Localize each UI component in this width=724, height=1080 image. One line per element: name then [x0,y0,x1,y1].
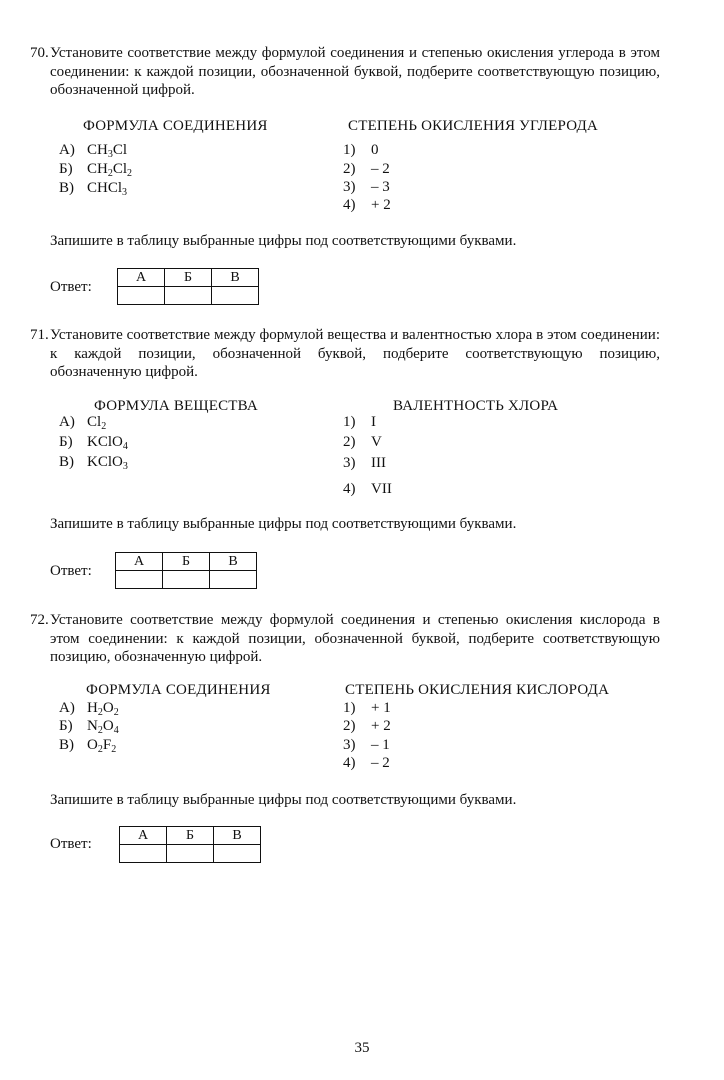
value-option-2: 2) + 2 [343,718,391,734]
formula-option-b: Б) $N_2O_4$ [59,718,119,736]
answer-cell-c[interactable] [212,287,259,305]
answer-cell-a[interactable] [118,287,165,305]
value-option-1: 1) 0 [343,142,379,158]
answer-instruction: Запишите в таблицу выбранные цифры под соответствующими буквами. [50,792,517,808]
task-text: Установите соответствие между формулой соединения и степенью окисления углерода в этом соединении: к каждой позиции, обозначенной буквой, подберите соответствующую позицию, обозначенной цифрой. [50,45,660,98]
value-option-1: 1) + 1 [343,700,391,716]
value-option-3: 3) – 1 [343,737,390,753]
answer-cell-b[interactable] [165,287,212,305]
answer-instruction: Запишите в таблицу выбранные цифры под соответствующими буквами. [50,233,517,249]
answer-cell-a[interactable] [120,845,167,863]
task-prompt: 70.Установите соответствие между формулой соединения и степенью окисления углерода в этом соединении: к каждой позиции, обозначенной буквой, подберите соответствующую позицию, обозначенной цифрой. [30,45,660,98]
formula-option-a: А) $H_2O_2$ [59,700,119,718]
answer-cell-b[interactable] [167,845,214,863]
task-text: Установите соответствие между формулой вещества и валентностью хлора в этом соединении: к каждой позиции, обозначенной буквой, подберите соответствующую позицию, обозначенную цифрой. [50,327,660,380]
value-option-2: 2) V [343,434,382,450]
answer-header-b: Б [163,553,210,571]
task-prompt: 72.Установите соответствие между формулой соединения и степенью окисления кислорода в этом соединении: к каждой позиции, обозначенной буквой, подберите соответствующую позицию, обозначенную цифрой. [30,612,660,665]
answer-header-a: А [116,553,163,571]
answer-table [115,552,257,589]
option-label: А) [59,700,75,716]
answer-cell-a[interactable] [116,571,163,589]
left-column-header: ФОРМУЛА СОЕДИНЕНИЯ [86,682,271,698]
formula-option-b: Б) $CH_2Cl_2$ [59,161,133,179]
task-text: Установите соответствие между формулой соединения и степенью окисления кислорода в этом соединении: к каждой позиции, обозначенной буквой, подберите соответствующую позицию, обозначенную цифрой. [50,612,660,665]
answer-header-c: В [210,553,257,571]
answer-cell-c[interactable] [210,571,257,589]
formula-option-c: В) CHCl$_3$ [59,180,128,198]
answer-cell-b[interactable] [163,571,210,589]
option-label: А) [59,142,75,158]
option-label: Б) [59,161,73,177]
answer-header-a: А [118,269,165,287]
answer-header-a: А [120,827,167,845]
right-column-header: СТЕПЕНЬ ОКИСЛЕНИЯ УГЛЕРОДА [348,118,598,134]
option-label: В) [59,454,74,470]
option-label: А) [59,414,75,430]
answer-cell-c[interactable] [214,845,261,863]
option-label: Б) [59,434,73,450]
value-option-1: 1) I [343,414,376,430]
value-option-4: 4) VII [343,481,392,497]
formula-option-c: В) KClO$_3$ [59,454,128,472]
left-column-header: ФОРМУЛА СОЕДИНЕНИЯ [83,118,268,134]
answer-table [119,826,261,863]
answer-label: Ответ: [50,279,92,295]
option-label: В) [59,737,74,753]
value-option-3: 3) – 3 [343,179,390,195]
value-option-4: 4) – 2 [343,755,390,771]
page-number: 35 [354,1040,370,1056]
answer-label: Ответ: [50,836,92,852]
answer-header-b: Б [165,269,212,287]
answer-table [117,268,259,305]
task-prompt: 71.Установите соответствие между формулой вещества и валентностью хлора в этом соединении: к каждой позиции, обозначенной буквой, подберите соответствующую позицию, обозначенную цифрой. [30,327,660,380]
answer-header-c: В [212,269,259,287]
right-column-header: СТЕПЕНЬ ОКИСЛЕНИЯ КИСЛОРОДА [345,682,610,698]
formula-option-a: А) $Cl_2$ [59,414,107,432]
formula-option-c: В) $O_2F_2$ [59,737,117,755]
formula-option-b: Б) KClO$_4$ [59,434,128,452]
formula-option-a: А) $CH_3Cl$ [59,142,128,160]
answer-label: Ответ: [50,563,92,579]
answer-header-c: В [214,827,261,845]
value-option-4: 4) + 2 [343,197,391,213]
value-option-3: 3) III [343,455,386,471]
value-option-2: 2) – 2 [343,161,390,177]
option-label: Б) [59,718,73,734]
answer-header-b: Б [167,827,214,845]
option-label: В) [59,180,74,196]
right-column-header: ВАЛЕНТНОСТЬ ХЛОРА [393,398,559,414]
answer-instruction: Запишите в таблицу выбранные цифры под соответствующими буквами. [50,516,517,532]
left-column-header: ФОРМУЛА ВЕЩЕСТВА [94,398,258,414]
